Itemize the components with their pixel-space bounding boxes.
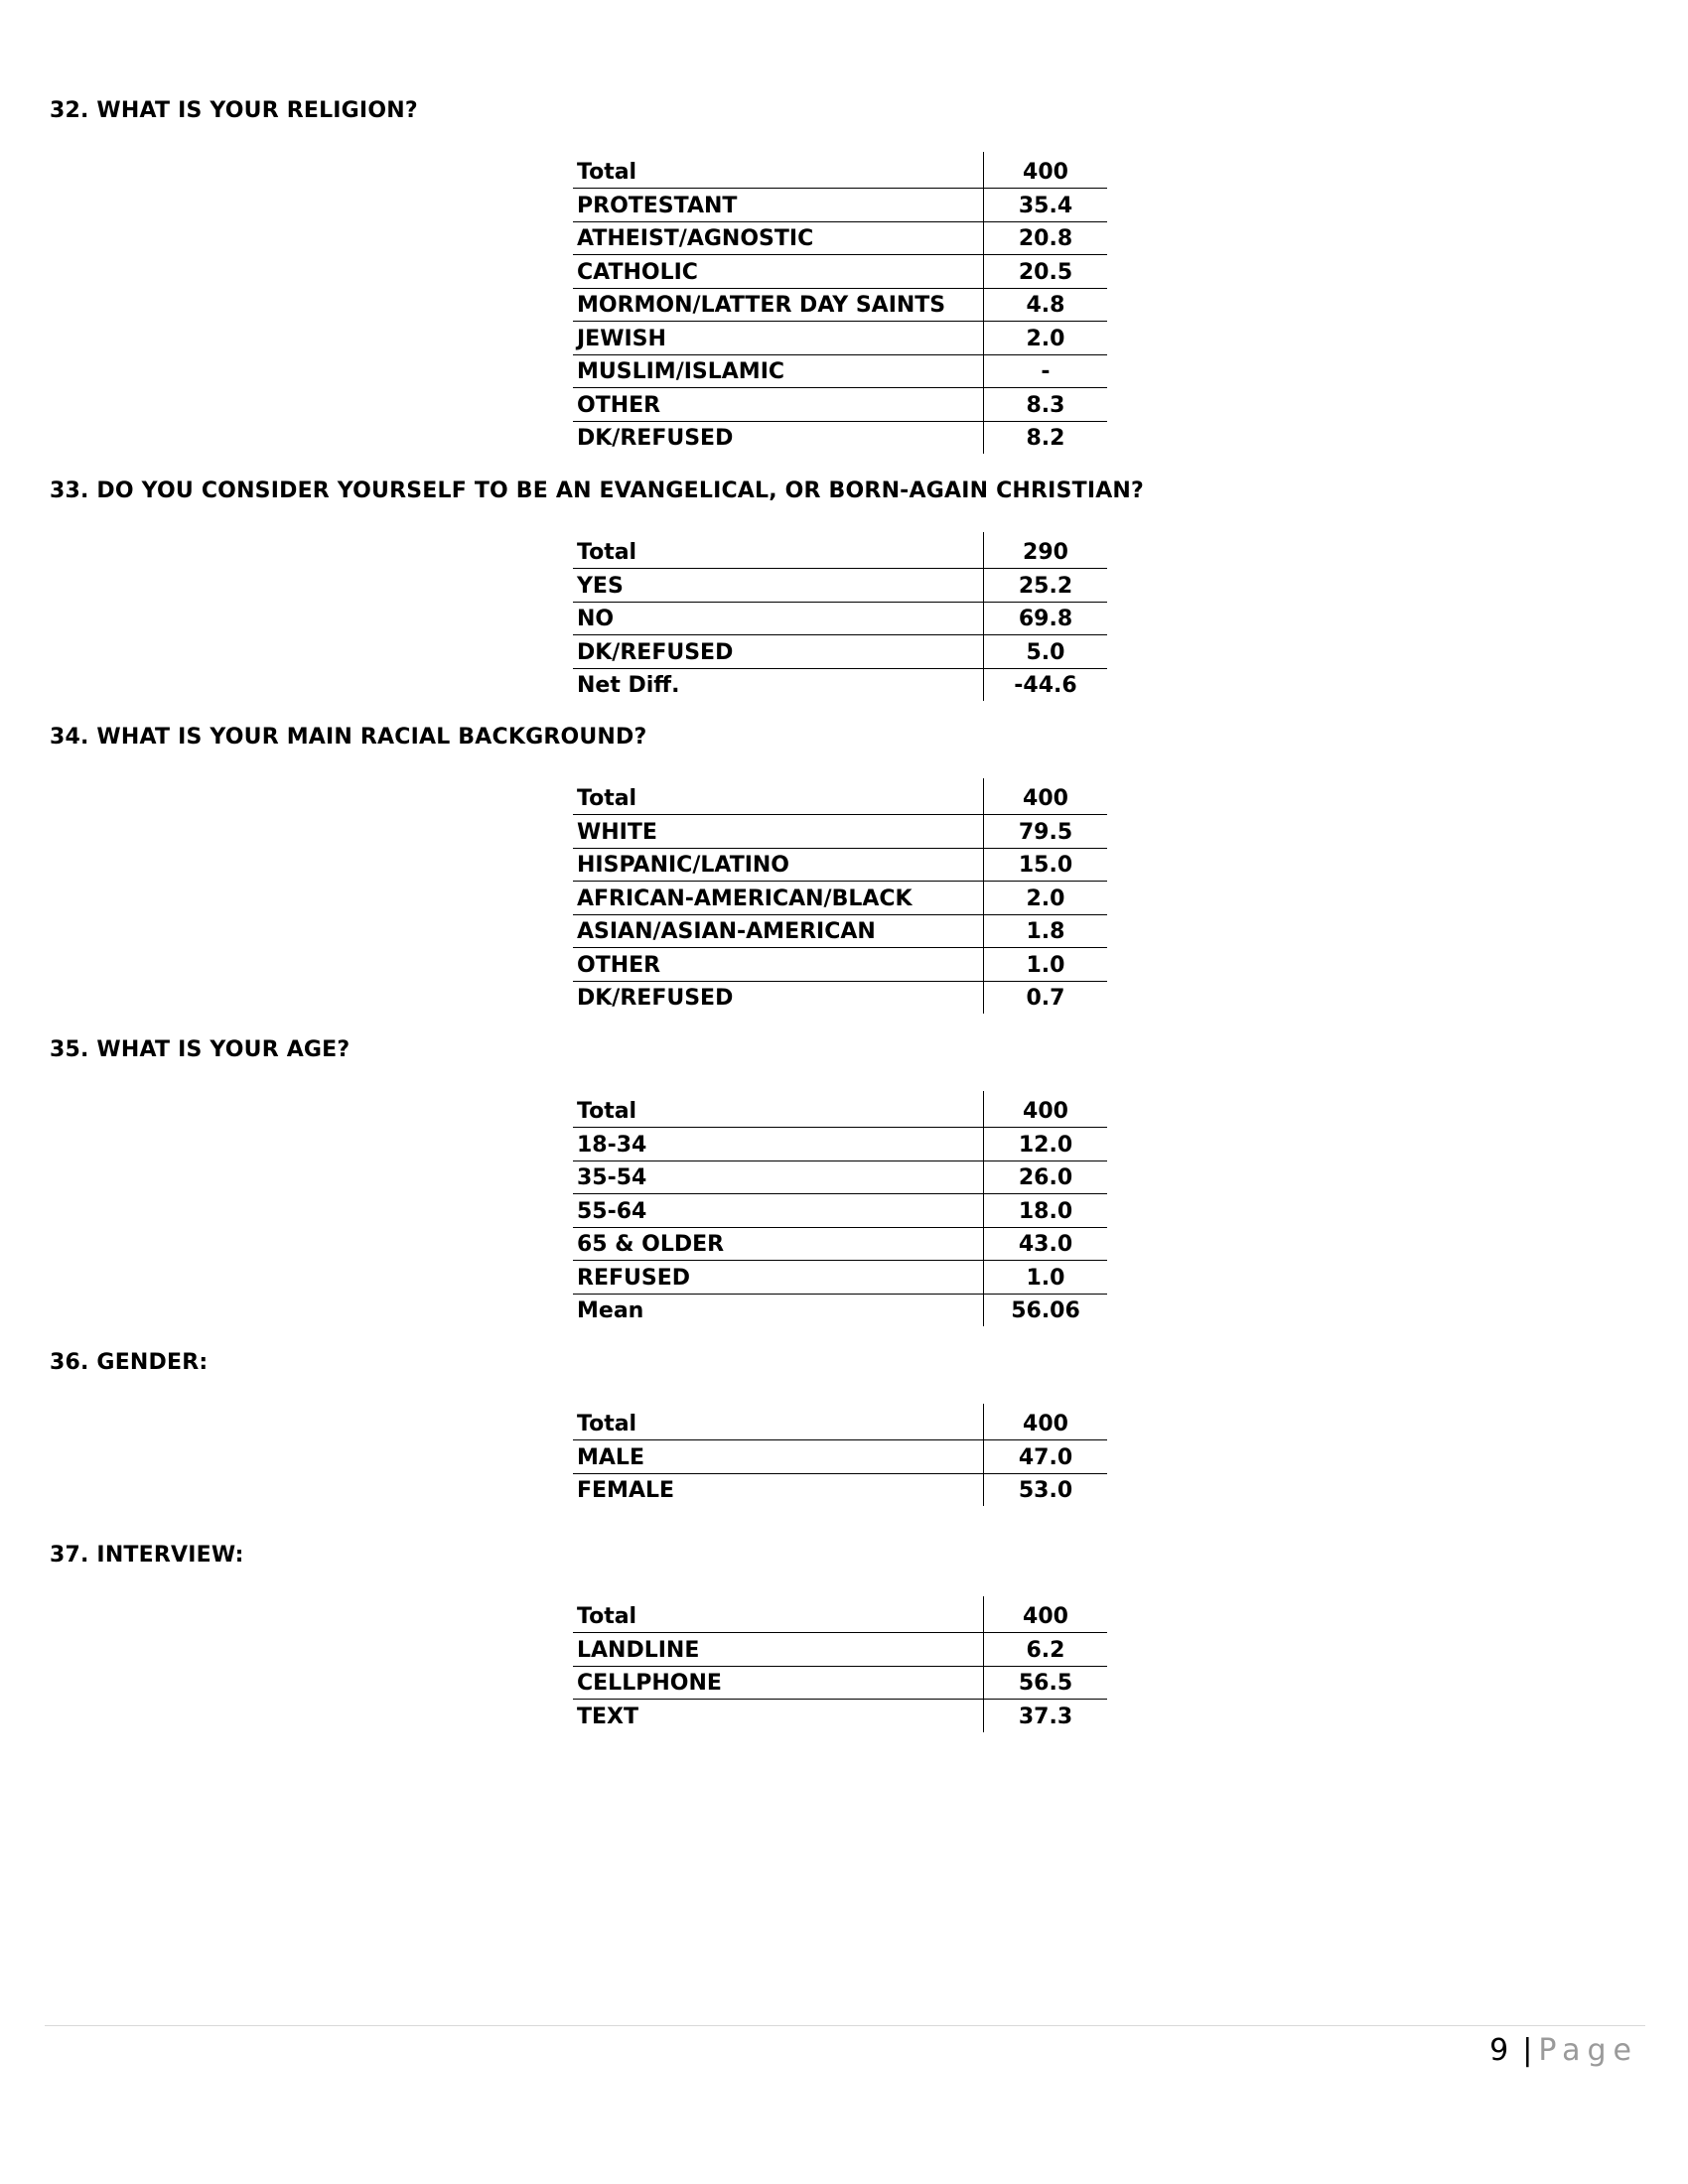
table-row [573,635,1107,669]
question-title: 34. WHAT IS YOUR MAIN RACIAL BACKGROUND? [50,725,647,750]
table-row [573,221,1107,255]
row-value: 47.0 [984,1440,1108,1474]
row-label: Mean [573,1294,984,1326]
row-label: 18-34 [573,1128,984,1161]
table-row [573,1160,1107,1194]
row-value: 1.0 [984,1261,1108,1295]
page-word: Page [1538,2033,1638,2068]
row-label: MALE [573,1440,984,1474]
table-row [573,1633,1107,1667]
page-number: 9 [1489,2033,1509,2068]
row-label: Total [573,778,984,815]
row-label: WHITE [573,815,984,849]
row-label: 55-64 [573,1194,984,1228]
table-row [573,882,1107,915]
row-value: 20.8 [984,221,1108,255]
row-label: Total [573,1404,984,1440]
row-value: 12.0 [984,1128,1108,1161]
row-label: FEMALE [573,1473,984,1506]
table-row [573,1128,1107,1161]
table-row [573,948,1107,982]
table-row [573,1440,1107,1474]
row-label: CATHOLIC [573,255,984,289]
row-label: REFUSED [573,1261,984,1295]
row-value: 2.0 [984,882,1108,915]
table-row [573,1261,1107,1295]
row-label: Total [573,1091,984,1128]
row-label: AFRICAN-AMERICAN/BLACK [573,882,984,915]
row-label: Total [573,1596,984,1633]
table-row [573,1194,1107,1228]
row-label: JEWISH [573,322,984,355]
row-value: 4.8 [984,288,1108,322]
row-value: 0.7 [1026,986,1065,1011]
table-row [573,981,1107,1014]
results-table [573,1404,1107,1506]
table-row [573,1294,1107,1326]
table-row [573,532,1107,569]
row-value: 400 [984,1404,1108,1440]
row-value: -44.6 [1014,673,1077,698]
table-row [573,778,1107,815]
question-title: 33. DO YOU CONSIDER YOURSELF TO BE AN EVANGELICAL, OR BORN-AGAIN CHRISTIAN? [50,478,1145,503]
row-value: 2.0 [984,322,1108,355]
row-value: 69.8 [984,602,1108,635]
row-label: Total [573,152,984,189]
row-label: HISPANIC/LATINO [573,848,984,882]
footer-divider [45,2025,1645,2026]
row-value: 1.0 [984,948,1108,982]
row-value: 15.0 [984,848,1108,882]
results-table [573,778,1107,1014]
table-row [573,1700,1107,1732]
row-value: 26.0 [984,1160,1108,1194]
footer-separator: | [1522,2033,1533,2068]
question-title: 37. INTERVIEW: [50,1543,244,1568]
row-value: 53.0 [1018,1478,1073,1503]
row-value: 25.2 [984,569,1108,603]
row-value: 37.3 [1018,1704,1073,1729]
row-label: MUSLIM/ISLAMIC [573,354,984,388]
results-table [573,1091,1107,1326]
table-row [573,569,1107,603]
row-label: OTHER [573,948,984,982]
row-value: 290 [984,532,1108,569]
row-value: 43.0 [984,1227,1108,1261]
row-label: NO [573,602,984,635]
row-label: LANDLINE [573,1633,984,1667]
row-label: DK/REFUSED [573,635,984,669]
row-value: 400 [984,778,1108,815]
row-label: OTHER [573,388,984,422]
table-row [573,668,1107,701]
table-row [573,815,1107,849]
row-value: 400 [984,152,1108,189]
question-title: 32. WHAT IS YOUR RELIGION? [50,98,418,123]
table-row [573,848,1107,882]
row-label: Net Diff. [573,668,984,701]
table-row [573,255,1107,289]
row-value: 20.5 [984,255,1108,289]
table-row [573,189,1107,222]
row-value: 6.2 [984,1633,1108,1667]
table-row [573,1596,1107,1633]
row-label: YES [573,569,984,603]
row-label: 35-54 [573,1160,984,1194]
table-row [573,1404,1107,1440]
row-label: MORMON/LATTER DAY SAINTS [573,288,984,322]
row-value: 1.8 [984,914,1108,948]
row-label: DK/REFUSED [573,981,984,1014]
row-value: 5.0 [984,635,1108,669]
table-row [573,914,1107,948]
row-label: PROTESTANT [573,189,984,222]
table-row [573,322,1107,355]
table-row [573,388,1107,422]
row-value: 400 [984,1091,1108,1128]
page-footer [1489,2033,1638,2068]
results-table [573,152,1107,454]
row-label: CELLPHONE [573,1666,984,1700]
table-row [573,1227,1107,1261]
row-label: ASIAN/ASIAN-AMERICAN [573,914,984,948]
table-row [573,288,1107,322]
table-row [573,354,1107,388]
row-label: TEXT [573,1700,984,1732]
results-table [573,1596,1107,1732]
row-value: 400 [984,1596,1108,1633]
row-value: 8.3 [984,388,1108,422]
row-value: 35.4 [984,189,1108,222]
row-value: 18.0 [984,1194,1108,1228]
row-label: ATHEIST/AGNOSTIC [573,221,984,255]
table-row [573,1473,1107,1506]
question-title: 35. WHAT IS YOUR AGE? [50,1037,351,1062]
row-label: 65 & OLDER [573,1227,984,1261]
row-value: 79.5 [984,815,1108,849]
row-value: 56.06 [1011,1298,1080,1323]
table-row [573,1666,1107,1700]
row-label: DK/REFUSED [573,421,984,454]
row-value: 56.5 [984,1666,1108,1700]
question-title: 36. GENDER: [50,1350,209,1375]
results-table [573,532,1107,701]
row-label: Total [573,532,984,569]
row-value: 8.2 [1026,426,1065,451]
table-row [573,602,1107,635]
table-row [573,1091,1107,1128]
row-value: - [984,354,1108,388]
table-row [573,152,1107,189]
table-row [573,421,1107,454]
